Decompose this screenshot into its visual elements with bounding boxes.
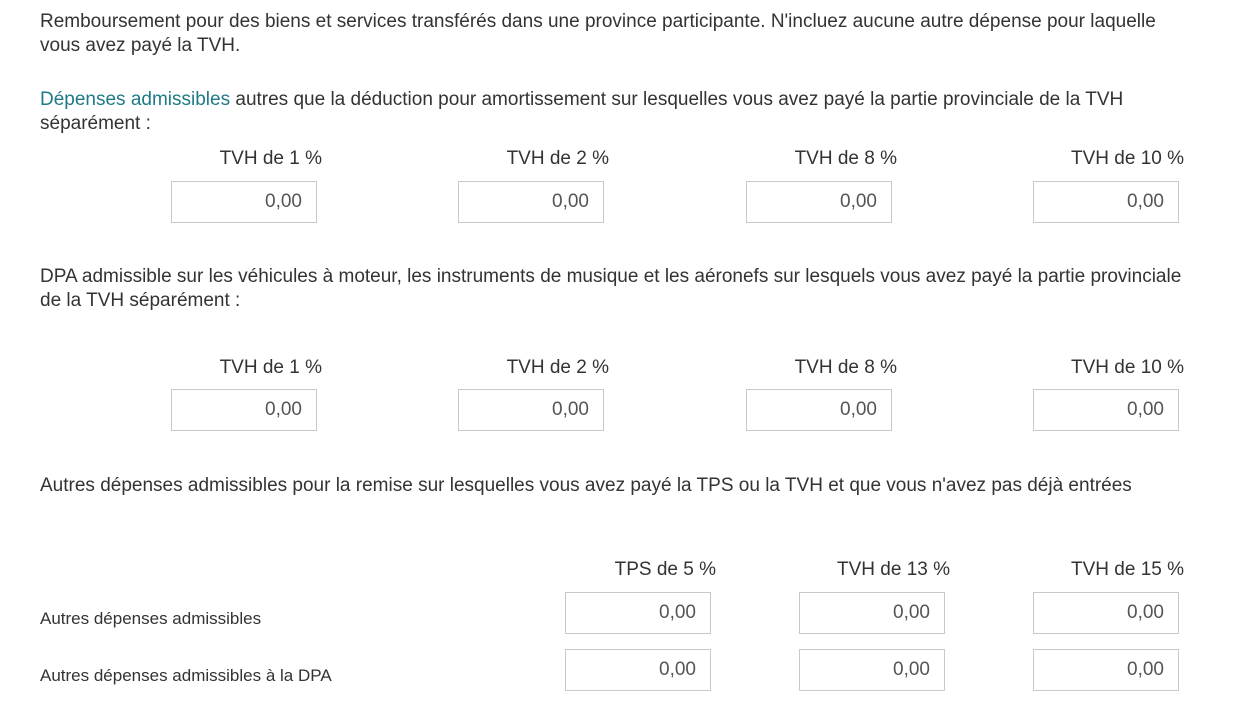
section1-heading	[40, 88, 1190, 136]
eligible-expenses-link[interactable]: Dépenses admissibles	[40, 89, 231, 110]
section3-col-label-hst-15: TVH de 15 %	[1071, 559, 1184, 580]
section2-hst-10-input[interactable]	[1033, 389, 1179, 431]
other-eligible-expenses-label: Autres dépenses admissibles	[40, 609, 262, 628]
section1-hst-1-input[interactable]	[171, 181, 317, 223]
other-cca-gst-5-input[interactable]	[565, 649, 711, 691]
other-expenses-gst-5-input[interactable]	[565, 592, 711, 634]
section2-col-label-1: TVH de 1 %	[219, 357, 322, 378]
section1-col-label-8: TVH de 8 %	[794, 148, 897, 169]
section3-col-label-hst-13: TVH de 13 %	[837, 559, 950, 580]
other-cca-hst-15-input[interactable]	[1033, 649, 1179, 691]
section2-col-label-10: TVH de 10 %	[1071, 357, 1184, 378]
section2-heading: DPA admissible sur les véhicules à moteur, les instruments de musique et les aéronefs sur lesquels vous avez payé la partie provinciale de la TVH séparément :	[40, 266, 1182, 311]
section2-hst-2-input[interactable]	[458, 389, 604, 431]
section2-col-label-2: TVH de 2 %	[506, 357, 609, 378]
other-expenses-hst-15-input[interactable]	[1033, 592, 1179, 634]
section2-hst-1-input[interactable]	[171, 389, 317, 431]
section1-col-label-1: TVH de 1 %	[219, 148, 322, 169]
section3-heading: Autres dépenses admissibles pour la remise sur lesquelles vous avez payé la TPS ou la TVH et que vous n'avez pas déjà entrées	[40, 475, 1132, 496]
section1-hst-8-input[interactable]	[746, 181, 892, 223]
other-expenses-hst-13-input[interactable]	[799, 592, 945, 634]
section1-heading-text: autres que la déduction pour amortissement sur lesquelles vous avez payé la partie provinciale de la TVH séparément :	[40, 89, 1124, 134]
intro-text: Remboursement pour des biens et services transférés dans une province participante. N'incluez aucune autre dépense pour laquelle vous avez payé la TVH.	[40, 11, 1156, 56]
section1-hst-10-input[interactable]	[1033, 181, 1179, 223]
section2-hst-8-input[interactable]	[746, 389, 892, 431]
section2-col-label-8: TVH de 8 %	[794, 357, 897, 378]
section1-hst-2-input[interactable]	[458, 181, 604, 223]
section3-col-label-gst-5: TPS de 5 %	[614, 559, 716, 580]
other-cca-expenses-label: Autres dépenses admissibles à la DPA	[40, 666, 332, 685]
section1-col-label-10: TVH de 10 %	[1071, 148, 1184, 169]
other-cca-hst-13-input[interactable]	[799, 649, 945, 691]
section1-col-label-2: TVH de 2 %	[506, 148, 609, 169]
